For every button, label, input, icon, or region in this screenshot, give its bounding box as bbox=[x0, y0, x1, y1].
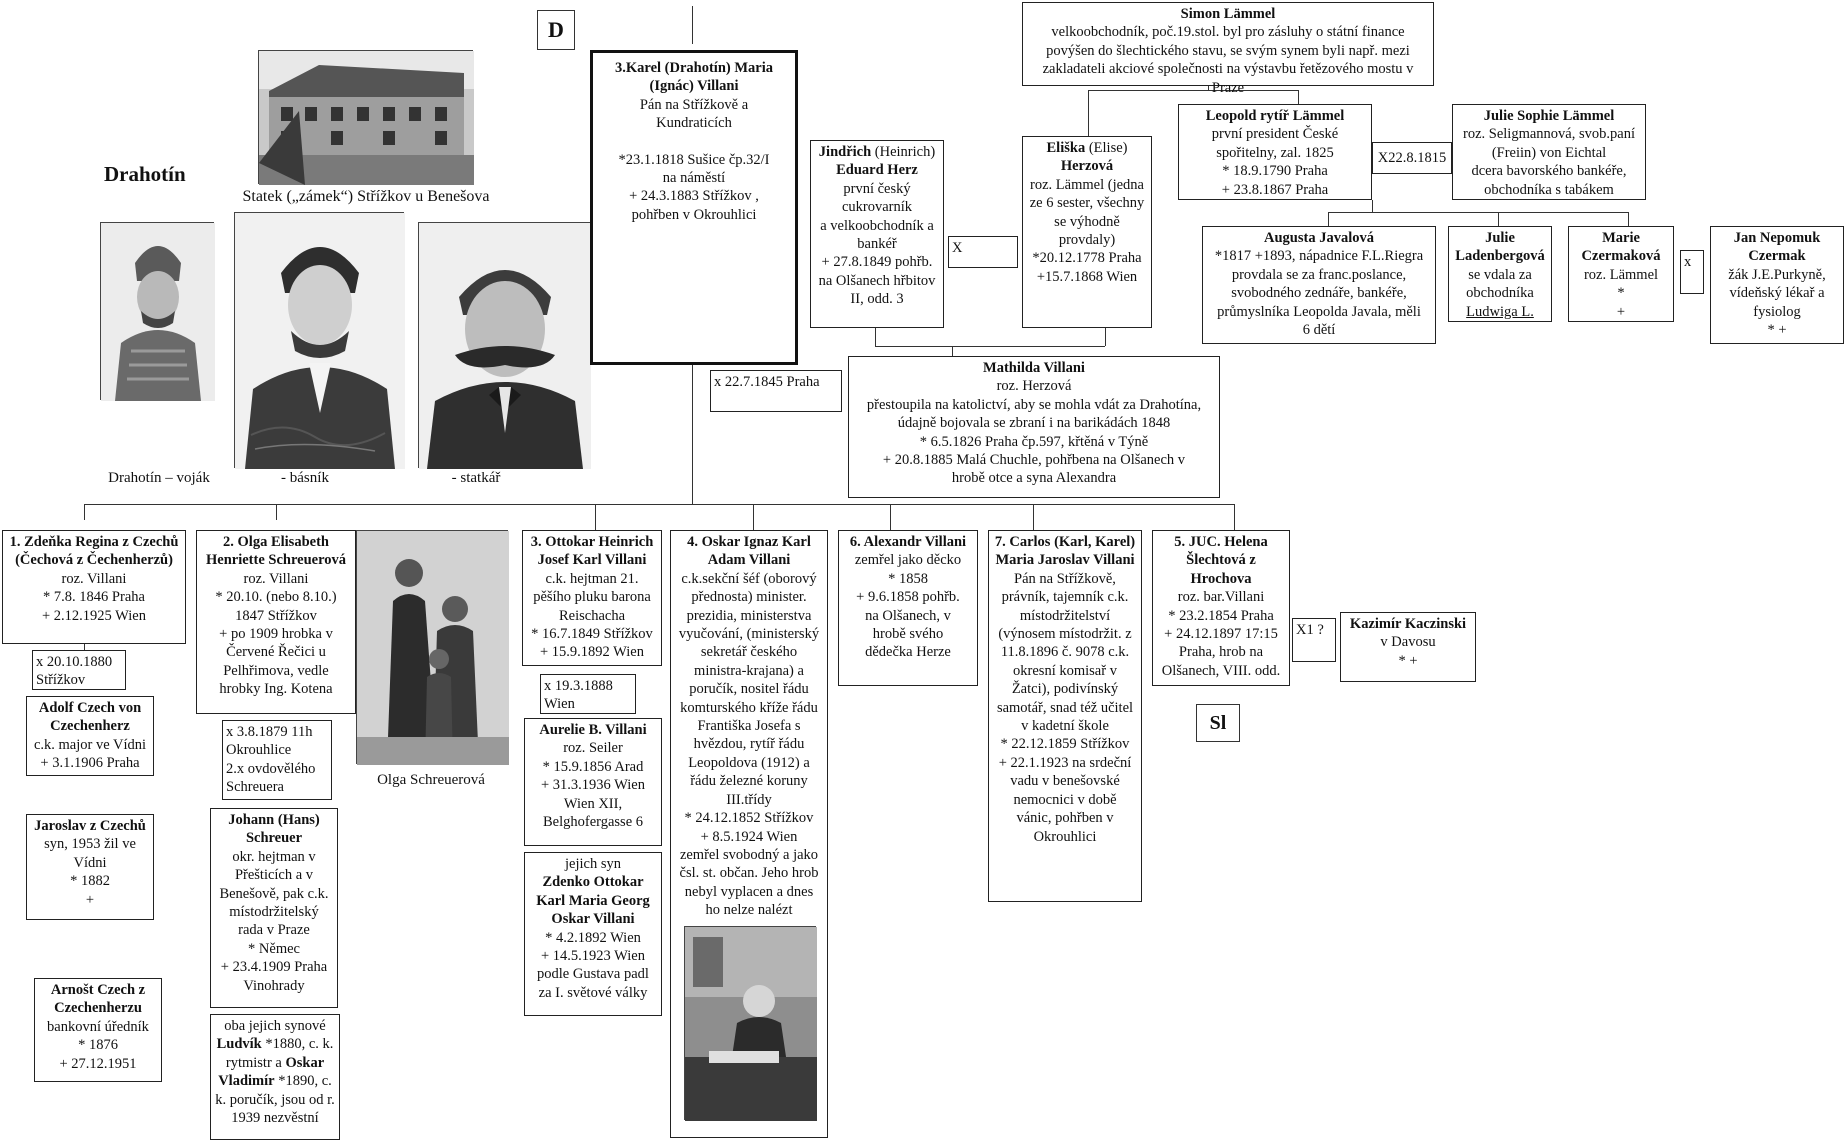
aurelie-box bbox=[524, 718, 662, 846]
johann-line: + 23.4.1909 Praha bbox=[220, 959, 328, 976]
ottokar-line: * 16.7.1849 Střížkov bbox=[531, 626, 653, 643]
olga-line: hrobky Ing. Kotena bbox=[219, 681, 333, 698]
mathilda-line: + 20.8.1885 Malá Chuchle, pohřbena na Olšanech v bbox=[882, 452, 1186, 469]
johann-line: okr. hejtman v bbox=[232, 848, 316, 865]
kazimir-line: * + bbox=[1398, 652, 1418, 669]
ottokar-title: 3. Ottokar Heinrich Josef Karl Villani bbox=[530, 534, 654, 569]
oskar-line: ministra-krajana) a bbox=[694, 662, 804, 679]
x-jindrich-label: X bbox=[952, 240, 963, 256]
zdenka-line: * 7.8. 1846 Praha bbox=[43, 589, 145, 606]
marriage-1879-line: 2.x ovdovělého bbox=[226, 760, 316, 777]
julie-l-line: Ludwiga L. bbox=[1466, 303, 1534, 320]
kazimir-box bbox=[1340, 612, 1476, 682]
leopold-line: spořitelny, zal. 1825 bbox=[1216, 144, 1334, 161]
karel-line: na náměstí bbox=[662, 170, 726, 187]
sl-mark-label: Sl bbox=[1209, 712, 1227, 734]
connector-jindrich-down bbox=[875, 328, 876, 346]
jindrich-line: první český bbox=[843, 180, 911, 197]
x-jindrich-box bbox=[948, 236, 1018, 268]
son-ludvik-text: *1880, c. k. rytmistr a bbox=[225, 1036, 334, 1071]
julie-l-box bbox=[1448, 226, 1552, 322]
johann-line: * Němec bbox=[248, 940, 300, 957]
poet-caption: - básník bbox=[281, 470, 329, 486]
karel-line: Kundraticích bbox=[656, 115, 732, 132]
arnost-title: Arnošt Czech z Czechenherzu bbox=[50, 982, 146, 1017]
alexandr-line: na Olšanech, v bbox=[865, 607, 951, 624]
marriage-1879-box bbox=[222, 720, 332, 800]
connector-mathilda-parents-bar bbox=[875, 346, 1105, 347]
eliska-line: provdaly) bbox=[1058, 232, 1116, 249]
jan-box bbox=[1710, 226, 1844, 344]
oskar-photo bbox=[684, 926, 816, 1120]
carlos-box bbox=[988, 530, 1142, 902]
oskar-line: nebyl vyplacen a dnes bbox=[684, 883, 814, 900]
helena-box bbox=[1152, 530, 1290, 686]
oskar-line: c.k.sekční šéf (oborový bbox=[681, 570, 817, 587]
connector-leopold-down bbox=[1372, 200, 1373, 212]
d-mark-label: D bbox=[548, 17, 564, 42]
marriage-1888-line: x 19.3.1888 bbox=[544, 678, 613, 694]
augusta-line: 6 dětí bbox=[1302, 322, 1336, 339]
jan-line: vídeňský lékař a bbox=[1729, 285, 1825, 302]
eliska-line: roz. Lämmel (jedna bbox=[1030, 176, 1144, 193]
zdenko-line: * 4.2.1892 Wien bbox=[545, 929, 641, 946]
johann-box bbox=[210, 808, 338, 1008]
jaroslav-c-line: syn, 1953 žil ve bbox=[44, 836, 136, 853]
ottokar-line: c.k. hejtman 21. bbox=[545, 570, 639, 587]
x-marie-label: x bbox=[1684, 254, 1692, 270]
carlos-title: 7. Carlos (Karl, Karel) Maria Jaroslav Villani bbox=[994, 534, 1136, 569]
son-oskar-text: *1890, c. k. poručík, jsou od r. 1939 nezvěstní bbox=[215, 1073, 335, 1127]
ottokar-line: Reischacha bbox=[558, 607, 626, 624]
arnost-line: + 27.12.1951 bbox=[59, 1055, 137, 1072]
augusta-title: Augusta Javalová bbox=[1264, 230, 1374, 246]
zdenko-line: za I. světové války bbox=[538, 984, 648, 1001]
connector-marie bbox=[1628, 212, 1629, 226]
adolf-box bbox=[26, 696, 154, 776]
sons-text bbox=[215, 1036, 335, 1126]
marie-line: roz. Lämmel bbox=[1583, 266, 1659, 283]
d-mark bbox=[537, 10, 575, 50]
karel-line bbox=[596, 133, 792, 151]
jindrich-alt-name: (Heinrich) bbox=[871, 144, 936, 160]
karel-line: + 24.3.1883 Střížkov , bbox=[629, 188, 759, 205]
arnost-line: bankovní úředník bbox=[47, 1018, 149, 1035]
oskar-line: zemřel svobodný a jako bbox=[679, 846, 819, 863]
jan-line: * + bbox=[1767, 322, 1787, 339]
carlos-line: Žatci), podivínský bbox=[1011, 681, 1119, 698]
olga-box bbox=[196, 530, 356, 714]
zdenka-line: + 2.12.1925 Wien bbox=[42, 607, 146, 624]
oskar-line: Františka Josefa s bbox=[697, 718, 801, 735]
simon-text: velkoobchodník, poč.19.stol. byl pro zásluhy o státní finance povýšen do šlechtického stavu, se svým synem byli např. mezi zakladateli akciové společnosti na výstavbu řetězového mostu v Praze bbox=[1042, 24, 1414, 96]
estate-caption: Statek („zámek“) Střížkov u Benešova bbox=[242, 188, 490, 205]
olga-family-photo bbox=[356, 530, 508, 764]
x1-label: X1 ? bbox=[1296, 622, 1324, 638]
connector-eliska-down bbox=[1105, 328, 1106, 346]
oskar-line: vyučování, (ministerský bbox=[678, 626, 820, 643]
estate-photo bbox=[258, 50, 473, 184]
jindrich-line: bankéř bbox=[857, 236, 897, 253]
kazimir-line: v Davosu bbox=[1380, 634, 1436, 651]
carlos-line: místodržitelství bbox=[1019, 607, 1111, 624]
alexandr-line: zemřel jako děcko bbox=[854, 552, 962, 569]
alexandr-title: 6. Alexandr Villani bbox=[849, 534, 967, 550]
julie-l-line: se vdala za bbox=[1468, 266, 1532, 283]
son-oskar-name: Oskar Vladimír bbox=[218, 1054, 325, 1090]
olga-line: 1847 Střížkov bbox=[235, 607, 317, 624]
leopold-line: první president České bbox=[1211, 126, 1339, 143]
augusta-line: průmyslníka Leopolda Javala, měli bbox=[1217, 303, 1421, 320]
augusta-line: *1817 +1893, nápadnice F.L.Riegra bbox=[1214, 248, 1424, 265]
jaroslav-c-title: Jaroslav z Czechů bbox=[34, 818, 146, 834]
oskar-line: prezidia, ministerstva bbox=[686, 607, 812, 624]
aurelie-title: Aurelie B. Villani bbox=[539, 722, 647, 738]
julie-sophie-line: roz. Seligmannová, svob.paní bbox=[1463, 126, 1635, 143]
jindrich-first-name: Jindřich bbox=[818, 144, 872, 160]
sons-intro: oba jejich synové bbox=[224, 1018, 326, 1034]
alexandr-line: * 1858 bbox=[888, 570, 928, 587]
connector-julie-l bbox=[1498, 212, 1499, 226]
julie-sophie-box bbox=[1452, 104, 1646, 200]
helena-line: + 24.12.1897 17:15 bbox=[1164, 626, 1278, 643]
helena-title: 5. JUC. Helena Šlechtová z Hrochova bbox=[1174, 534, 1268, 587]
ottokar-line: + 15.9.1892 Wien bbox=[540, 644, 644, 661]
jaroslav-c-line: * 1882 bbox=[70, 873, 110, 890]
sons-box bbox=[210, 1014, 340, 1140]
carlos-line: samotář, snad též učitel bbox=[996, 699, 1134, 716]
marriage-1888-box bbox=[540, 674, 636, 714]
carlos-line: nemocnici v době bbox=[1013, 791, 1117, 808]
johann-title: Johann (Hans) Schreuer bbox=[228, 812, 320, 847]
leopold-box bbox=[1178, 104, 1372, 200]
julie-sophie-line: dcera bavorského bankéře, bbox=[1471, 163, 1627, 180]
mathilda-title: Mathilda Villani bbox=[983, 360, 1085, 376]
jindrich-line: na Olšanech hřbitov bbox=[818, 272, 936, 289]
olga-photo-caption: Olga Schreuerová bbox=[377, 772, 485, 788]
karel-line: Pán na Střížkově a bbox=[639, 96, 749, 113]
marriage-1815-label: X22.8.1815 bbox=[1377, 150, 1447, 166]
jan-line: fysiolog bbox=[1753, 303, 1801, 320]
oskar-line: čsl. st. občan. Jeho hrob bbox=[679, 865, 819, 882]
soldier-portrait bbox=[100, 222, 214, 400]
connector-children-bar bbox=[84, 504, 1234, 505]
carlos-line: okresní komisař v bbox=[1013, 662, 1117, 679]
alexandr-line: + 9.6.1858 pohřb. bbox=[856, 589, 960, 606]
carlos-line: Okrouhlici bbox=[1033, 828, 1097, 845]
oskar-line: poručík, nositel řádu bbox=[689, 681, 809, 698]
ottokar-box bbox=[522, 530, 662, 666]
alexandr-box bbox=[838, 530, 978, 686]
x-marie-box bbox=[1680, 250, 1704, 294]
leopold-line: + 23.8.1867 Praha bbox=[1221, 181, 1329, 198]
julie-sophie-line: (Freiin) von Eichtal bbox=[1491, 144, 1607, 161]
farmer-portrait bbox=[418, 222, 590, 468]
zdenka-line: roz. Villani bbox=[61, 570, 127, 587]
carlos-line: právník, tajemník c.k. bbox=[1001, 589, 1129, 606]
julie-l-title: Julie Ladenbergová bbox=[1455, 230, 1545, 265]
jaroslav-c-line: + bbox=[85, 891, 95, 908]
helena-line: Olšanech, VIII. odd. bbox=[1161, 662, 1281, 679]
marriage-1879-line: Schreuera bbox=[226, 779, 284, 796]
aurelie-line: Wien XII, bbox=[563, 795, 623, 812]
marriage-1888-line: Wien bbox=[544, 696, 575, 713]
marriage-1880-line: x 20.10.1880 bbox=[36, 654, 113, 670]
carlos-line: vánic, pohřben v bbox=[1016, 810, 1114, 827]
poet-portrait bbox=[234, 212, 404, 468]
connector-child-6 bbox=[890, 504, 891, 530]
carlos-line: 11.8.1896 č. 9078 c.k. bbox=[1000, 644, 1130, 661]
arnost-line: * 1876 bbox=[78, 1037, 118, 1054]
augusta-line: provdala se za franc.poslance, bbox=[1231, 266, 1407, 283]
connector-child-3 bbox=[595, 504, 596, 530]
carlos-line: * 22.12.1859 Střížkov bbox=[1000, 736, 1130, 753]
portrait-poet-icon bbox=[235, 213, 405, 469]
oskar-line: * 24.12.1852 Střížkov bbox=[684, 810, 814, 827]
zdenko-box bbox=[524, 852, 662, 1016]
arnost-box bbox=[34, 978, 162, 1082]
portrait-soldier-icon bbox=[101, 223, 215, 401]
oskar-line: ho nelze nalézt bbox=[705, 902, 793, 919]
julie-sophie-title: Julie Sophie Lämmel bbox=[1483, 108, 1615, 124]
jindrich-box bbox=[810, 140, 944, 328]
oskar-line: komturského kříže řádu bbox=[680, 699, 818, 716]
alexandr-line: hrobě svého bbox=[872, 626, 944, 643]
leopold-line: * 18.9.1790 Praha bbox=[1222, 163, 1328, 180]
johann-line: Přešticích a v bbox=[234, 867, 314, 884]
oskar-title: 4. Oskar Ignaz Karl Adam Villani bbox=[687, 534, 811, 569]
augusta-line: svobodného zednáře, bankéře, bbox=[1231, 285, 1407, 302]
ottokar-line: pěšího pluku barona bbox=[533, 589, 651, 606]
jindrich-name-line bbox=[814, 143, 940, 161]
oskar-line: hvězdou, rytíř řádu bbox=[693, 736, 805, 753]
oskar-line: sekretář českého bbox=[700, 644, 798, 661]
oskar-line: III.třídy bbox=[726, 791, 772, 808]
kazimir-title: Kazimír Kaczinski bbox=[1349, 616, 1467, 632]
drahotin-heading: Drahotín bbox=[104, 162, 186, 186]
marriage-1880-line: Střížkov bbox=[36, 672, 86, 689]
jindrich-title2: Eduard Herz bbox=[836, 162, 918, 179]
man-at-desk-photo-icon bbox=[685, 927, 817, 1121]
mathilda-line: roz. Herzová bbox=[996, 378, 1072, 395]
jindrich-line: II, odd. 3 bbox=[850, 291, 904, 308]
karel-box bbox=[590, 50, 798, 365]
mathilda-box bbox=[848, 356, 1220, 498]
marie-line: * bbox=[1617, 285, 1625, 302]
simon-box bbox=[1022, 2, 1434, 96]
jindrich-line: + 27.8.1849 pohřb. bbox=[821, 254, 933, 271]
x1-box bbox=[1292, 618, 1336, 662]
eliska-title2: Herzová bbox=[1060, 158, 1114, 175]
soldier-caption: Drahotín – voják bbox=[108, 470, 210, 486]
jan-line: žák J.E.Purkyně, bbox=[1728, 266, 1826, 283]
aurelie-line: Belghofergasse 6 bbox=[543, 814, 643, 831]
olga-title: 2. Olga Elisabeth Henriette Schreuerová bbox=[206, 534, 346, 569]
olga-line: Červené Řečici u bbox=[226, 644, 326, 661]
johann-line: Vinohrady bbox=[243, 977, 305, 994]
johann-line: místodržitelský bbox=[229, 904, 319, 921]
carlos-line: Pán na Střížkově, bbox=[1014, 570, 1116, 587]
family-photo-icon bbox=[357, 531, 509, 765]
connector-child-4 bbox=[753, 504, 754, 530]
jaroslav-c-box bbox=[26, 814, 154, 920]
mathilda-line: hrobě otce a syna Alexandra bbox=[951, 470, 1117, 487]
oskar-line: řádu železné koruny bbox=[690, 773, 808, 790]
zdenko-line: + 14.5.1923 Wien bbox=[541, 948, 645, 965]
marriage-1845-box bbox=[710, 370, 842, 412]
karel-line: pohřben v Okrouhlici bbox=[631, 206, 757, 223]
oskar-line: + 8.5.1924 Wien bbox=[700, 828, 798, 845]
connector-karel-top bbox=[692, 6, 693, 44]
connector-child-7 bbox=[1033, 504, 1034, 530]
sl-mark bbox=[1196, 704, 1240, 742]
karel-title: 3.Karel (Drahotín) Maria (Ignác) Villani bbox=[615, 60, 773, 95]
son-ludvik-name: Ludvík bbox=[216, 1036, 262, 1053]
mathilda-line: přestoupila na katolictví, aby se mohla vdát za Drahotína, bbox=[866, 396, 1202, 413]
building-photo-icon bbox=[259, 51, 474, 185]
olga-line: Pelhřimova, vedle bbox=[223, 662, 329, 679]
jan-title: Jan Nepomuk Czermak bbox=[1733, 230, 1821, 265]
olga-line: * 20.10. (nebo 8.10.) bbox=[215, 589, 337, 606]
eliska-line: se výhodně bbox=[1054, 213, 1120, 230]
jindrich-line: cukrovarník bbox=[841, 199, 913, 216]
karel-line: *23.1.1818 Sušice čp.32/I bbox=[618, 151, 770, 168]
oskar-line: Leopoldova (1912) a bbox=[688, 754, 810, 771]
aurelie-line: + 31.3.1936 Wien bbox=[541, 777, 645, 794]
connector-augusta bbox=[1328, 212, 1329, 226]
connector-child-5 bbox=[1234, 504, 1235, 530]
marie-title: Marie Czermaková bbox=[1581, 230, 1661, 265]
adolf-line: + 3.1.1906 Praha bbox=[40, 755, 140, 772]
carlos-line: v kadetní škole bbox=[1021, 718, 1109, 735]
julie-sophie-line: obchodníka s tabákem bbox=[1484, 181, 1614, 198]
marie-line: + bbox=[1616, 303, 1626, 320]
aurelie-line: * 15.9.1856 Arad bbox=[542, 758, 644, 775]
marriage-1845-label: x 22.7.1845 Praha bbox=[714, 374, 820, 390]
simon-title: Simon Lämmel bbox=[1180, 6, 1276, 22]
adolf-line: c.k. major ve Vídni bbox=[33, 736, 147, 753]
eliska-line: +15.7.1868 Wien bbox=[1036, 268, 1138, 285]
carlos-line: vadu v benešovské bbox=[1010, 773, 1120, 790]
leopold-title: Leopold rytíř Lämmel bbox=[1205, 108, 1345, 124]
mathilda-line: * 6.5.1826 Praha čp.597, křtěná v Týně bbox=[919, 433, 1149, 450]
alexandr-line: dědečka Herze bbox=[865, 644, 951, 661]
marriage-1879-line: Okrouhlice bbox=[226, 742, 292, 759]
connector-child-1 bbox=[84, 504, 85, 520]
aurelie-line: roz. Seiler bbox=[563, 740, 623, 757]
olga-line: + po 1909 hrobka v bbox=[219, 626, 333, 643]
augusta-box bbox=[1202, 226, 1436, 344]
johann-line: rada v Praze bbox=[238, 922, 310, 939]
zdenka-title: 1. Zdeňka Regina z Czechů (Čechová z Čechenherzů) bbox=[9, 534, 179, 569]
marriage-1815-box bbox=[1372, 142, 1452, 174]
portrait-farmer-icon bbox=[419, 223, 591, 469]
zdenko-line: podle Gustava padl bbox=[537, 966, 649, 983]
eliska-line: *20.12.1778 Praha bbox=[1032, 250, 1142, 267]
mathilda-line: údajně bojovala se zbraní i na barikádách 1848 bbox=[897, 415, 1171, 432]
marriage-1880-box bbox=[32, 650, 126, 690]
zdenko-intro: jejich syn bbox=[565, 856, 621, 872]
connector-child-2 bbox=[276, 504, 277, 520]
eliska-line: ze 6 sester, všechny bbox=[1029, 195, 1145, 212]
adolf-title: Adolf Czech von Czechenherz bbox=[38, 700, 142, 735]
connector-mathilda-up bbox=[952, 346, 953, 356]
eliska-first-name: Eliška bbox=[1046, 140, 1086, 156]
helena-line: * 23.2.1854 Praha bbox=[1168, 607, 1274, 624]
helena-line: roz. bar.Villani bbox=[1177, 589, 1265, 606]
zdenka-box bbox=[2, 530, 186, 644]
jaroslav-c-line: Vídni bbox=[73, 854, 107, 871]
eliska-name-line bbox=[1026, 139, 1148, 157]
eliska-alt-name: (Elise) bbox=[1085, 140, 1128, 156]
jindrich-line: a velkoobchodník a bbox=[820, 217, 934, 234]
carlos-line: + 22.1.1923 na srdeční bbox=[998, 754, 1132, 771]
marie-box bbox=[1568, 226, 1674, 322]
marriage-1879-line: x 3.8.1879 11h bbox=[226, 724, 313, 740]
julie-l-line: obchodníka bbox=[1466, 285, 1534, 302]
johann-line: Benešově, pak c.k. bbox=[219, 885, 329, 902]
zdenko-title: Zdenko Ottokar Karl Maria Georg Oskar Villani bbox=[536, 874, 650, 928]
olga-line: roz. Villani bbox=[243, 570, 309, 587]
farmer-caption: - statkář bbox=[451, 470, 501, 486]
oskar-line: přednosta) minister. bbox=[691, 589, 807, 606]
carlos-line: (výnosem místodržit. z bbox=[998, 626, 1132, 643]
eliska-box bbox=[1022, 136, 1152, 328]
connector-leopold-children-bar bbox=[1328, 212, 1628, 213]
helena-line: Praha, hrob na bbox=[1178, 644, 1264, 661]
